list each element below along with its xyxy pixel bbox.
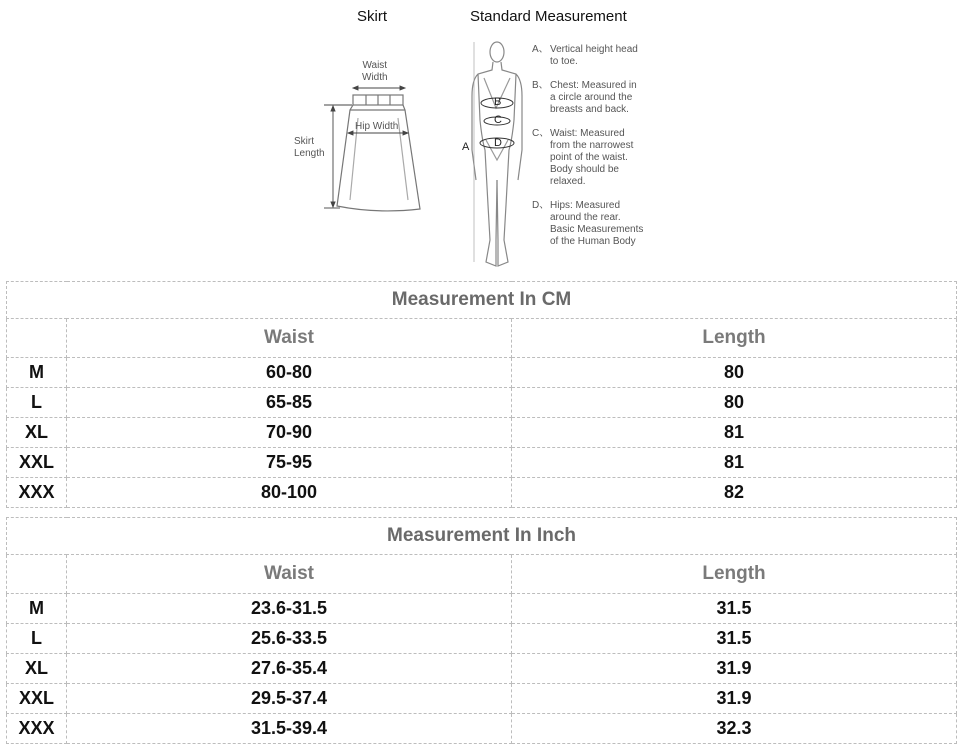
waist-cell: 75-95 <box>67 448 512 478</box>
letter-b: B <box>494 96 502 108</box>
note-text: Chest: Measured in a circle around the breasts and back. <box>550 80 637 115</box>
header-size <box>7 319 67 358</box>
waist-cell: 65-85 <box>67 388 512 418</box>
waist-cell: 80-100 <box>67 478 512 508</box>
human-figure-illustration <box>472 42 522 266</box>
cm-table-title: Measurement In CM <box>7 282 957 319</box>
header-waist: Waist <box>67 555 512 594</box>
body-measure-bands <box>474 42 514 262</box>
table-row <box>7 388 957 418</box>
letter-a: A <box>462 141 470 153</box>
size-cell: L <box>7 388 67 418</box>
length-cell: 32.3 <box>512 714 957 744</box>
header-length: Length <box>512 555 957 594</box>
size-cell: XXL <box>7 684 67 714</box>
measurement-notes <box>532 44 672 260</box>
table-row <box>7 624 957 654</box>
length-cell: 31.5 <box>512 594 957 624</box>
cm-table-header-row <box>7 319 957 358</box>
inch-table-title: Measurement In Inch <box>7 518 957 555</box>
table-row <box>7 418 957 448</box>
size-cell: XXL <box>7 448 67 478</box>
size-cell: XXX <box>7 478 67 508</box>
header-size <box>7 555 67 594</box>
table-row <box>7 358 957 388</box>
note-key: A、 <box>532 44 549 55</box>
table-row <box>7 478 957 508</box>
cm-size-table <box>6 281 957 508</box>
header-waist: Waist <box>67 319 512 358</box>
note-text: Vertical height head to toe. <box>550 44 638 67</box>
diagram-illustration <box>0 0 962 278</box>
length-cell: 31.9 <box>512 684 957 714</box>
length-cell: 31.5 <box>512 624 957 654</box>
skirt-title: Skirt <box>357 8 387 25</box>
inch-size-table <box>6 517 957 744</box>
letter-c: C <box>494 114 502 126</box>
table-row <box>7 684 957 714</box>
table-row <box>7 448 957 478</box>
note-b <box>532 80 672 116</box>
note-text: Hips: Measured around the rear. Basic Measurements of the Human Body <box>550 200 644 247</box>
header-length: Length <box>512 319 957 358</box>
length-cell: 81 <box>512 448 957 478</box>
length-cell: 82 <box>512 478 957 508</box>
size-cell: M <box>7 594 67 624</box>
size-cell: M <box>7 358 67 388</box>
letter-d: D <box>494 137 502 149</box>
waist-cell: 29.5-37.4 <box>67 684 512 714</box>
note-key: D、 <box>532 200 550 211</box>
size-cell: XL <box>7 418 67 448</box>
length-cell: 80 <box>512 388 957 418</box>
waist-cell: 31.5-39.4 <box>67 714 512 744</box>
size-cell: XL <box>7 654 67 684</box>
table-row <box>7 714 957 744</box>
waist-width-label: Waist Width <box>362 60 388 83</box>
note-d <box>532 200 672 248</box>
inch-table-header-row <box>7 555 957 594</box>
standard-measurement-title: Standard Measurement <box>470 8 627 25</box>
size-cell: L <box>7 624 67 654</box>
hip-width-label: Hip Width <box>355 121 399 132</box>
measurement-diagram <box>0 0 962 278</box>
length-cell: 80 <box>512 358 957 388</box>
note-a <box>532 44 672 68</box>
note-key: B、 <box>532 80 549 91</box>
waist-cell: 27.6-35.4 <box>67 654 512 684</box>
size-cell: XXX <box>7 714 67 744</box>
table-row <box>7 654 957 684</box>
note-key: C、 <box>532 128 550 139</box>
length-cell: 81 <box>512 418 957 448</box>
note-text: Waist: Measured from the narrowest point of the waist. Body should be relaxed. <box>550 128 634 187</box>
waist-cell: 25.6-33.5 <box>67 624 512 654</box>
skirt-length-label: Skirt Length <box>294 136 325 159</box>
waist-cell: 23.6-31.5 <box>67 594 512 624</box>
table-row <box>7 594 957 624</box>
note-c <box>532 128 672 188</box>
length-cell: 31.9 <box>512 654 957 684</box>
waist-cell: 70-90 <box>67 418 512 448</box>
skirt-illustration <box>337 95 420 211</box>
waist-cell: 60-80 <box>67 358 512 388</box>
